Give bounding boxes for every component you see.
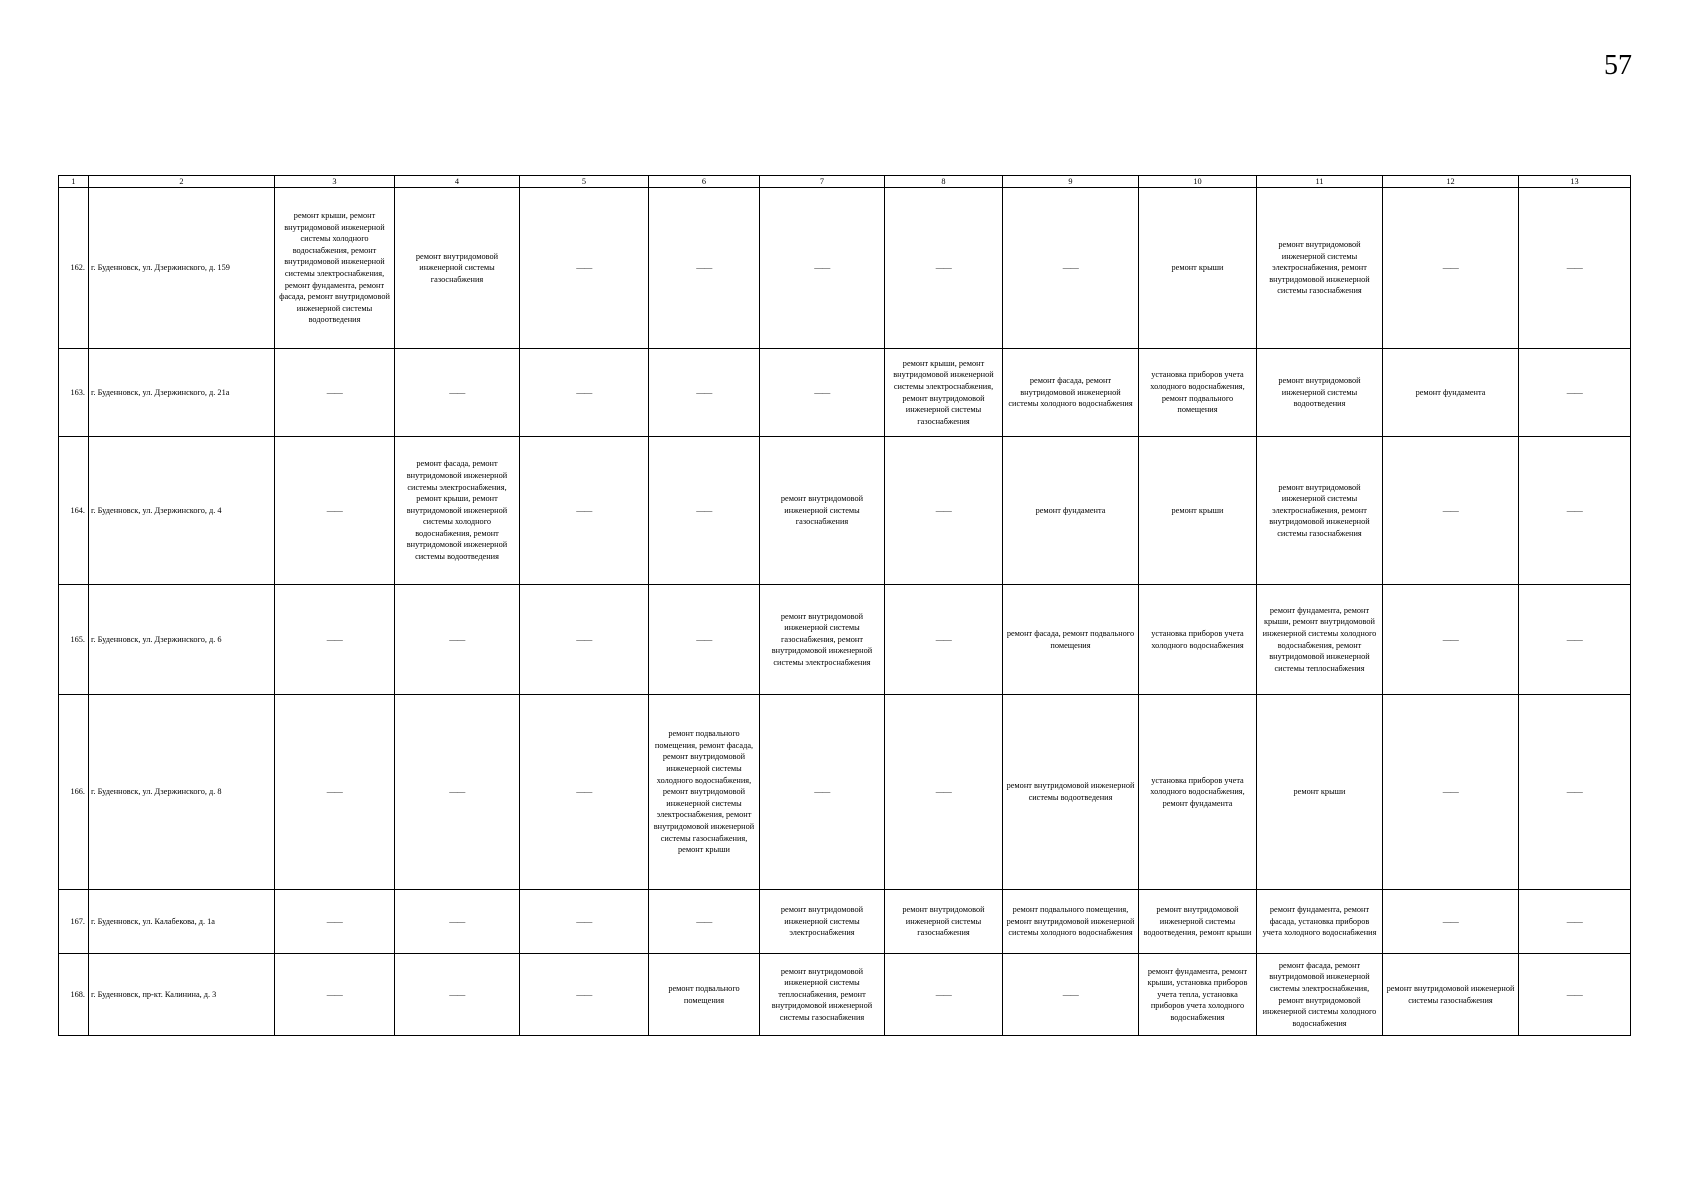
page-number: 57 — [1604, 50, 1632, 81]
table-cell: —— — [395, 585, 520, 695]
column-header: 8 — [885, 176, 1003, 188]
repair-schedule-table — [58, 175, 1631, 1036]
row-number: 162. — [59, 188, 89, 349]
table-cell: ремонт внутридомовой инженерной системы электроснабжения, ремонт внутридомовой инженерной системы газоснабжения — [1257, 188, 1383, 349]
table-cell: —— — [885, 695, 1003, 890]
table-cell: —— — [885, 188, 1003, 349]
table-row — [59, 890, 1631, 954]
table-cell: ремонт внутридомовой инженерной системы водоотведения — [1257, 349, 1383, 437]
table-cell: —— — [885, 954, 1003, 1036]
table-cell: ремонт фасада, ремонт внутридомовой инженерной системы электроснабжения, ремонт внутридомовой инженерной системы холодного водоснабжения — [1257, 954, 1383, 1036]
row-number: 164. — [59, 437, 89, 585]
table-cell: —— — [760, 188, 885, 349]
table-row — [59, 188, 1631, 349]
table-cell: ремонт фундамента — [1383, 349, 1519, 437]
table-cell: —— — [885, 437, 1003, 585]
table-cell: —— — [275, 890, 395, 954]
table-cell: ремонт внутридомовой инженерной системы газоснабжения — [395, 188, 520, 349]
table-cell: ремонт фасада, ремонт внутридомовой инженерной системы электроснабжения, ремонт крыши, ремонт внутридомовой инженерной системы холодного водоснабжения, ремонт внутридомовой инженерной системы водоотведения — [395, 437, 520, 585]
table-cell: —— — [395, 954, 520, 1036]
table-cell: ремонт внутридомовой инженерной системы газоснабжения — [1383, 954, 1519, 1036]
column-header: 7 — [760, 176, 885, 188]
column-header: 11 — [1257, 176, 1383, 188]
table-cell: ремонт внутридомовой инженерной системы газоснабжения — [885, 890, 1003, 954]
table-row — [59, 954, 1631, 1036]
table-cell: —— — [1383, 890, 1519, 954]
table-cell: ремонт крыши — [1139, 437, 1257, 585]
table-cell: —— — [520, 954, 649, 1036]
table-cell: —— — [1519, 890, 1631, 954]
row-number: 163. — [59, 349, 89, 437]
column-header: 6 — [649, 176, 760, 188]
row-address: г. Буденновск, ул. Дзержинского, д. 21а — [89, 349, 275, 437]
row-number: 168. — [59, 954, 89, 1036]
table-cell: —— — [275, 954, 395, 1036]
table-cell: —— — [520, 188, 649, 349]
table-cell: ремонт фасада, ремонт подвального помещения — [1003, 585, 1139, 695]
table-cell: ремонт фундамента, ремонт крыши, установка приборов учета тепла, установка приборов учета холодного водоснабжения — [1139, 954, 1257, 1036]
table-cell: —— — [649, 890, 760, 954]
table-cell: —— — [1383, 188, 1519, 349]
table-cell: —— — [1519, 585, 1631, 695]
table-cell: ремонт фундамента, ремонт крыши, ремонт внутридомовой инженерной системы холодного водоснабжения, ремонт внутридомовой инженерной системы теплоснабжения — [1257, 585, 1383, 695]
table-cell: —— — [1383, 585, 1519, 695]
table-cell: ремонт внутридомовой инженерной системы электроснабжения, ремонт внутридомовой инженерной системы газоснабжения — [1257, 437, 1383, 585]
table-cell: ремонт фундамента — [1003, 437, 1139, 585]
table-cell: ремонт внутридомовой инженерной системы электроснабжения — [760, 890, 885, 954]
table-cell: —— — [275, 437, 395, 585]
table-cell: —— — [649, 585, 760, 695]
table-cell: —— — [520, 695, 649, 890]
table-cell: установка приборов учета холодного водоснабжения, ремонт фундамента — [1139, 695, 1257, 890]
header-row — [59, 176, 1631, 188]
table-cell: —— — [1383, 695, 1519, 890]
table-cell: ремонт фундамента, ремонт фасада, установка приборов учета холодного водоснабжения — [1257, 890, 1383, 954]
column-header: 5 — [520, 176, 649, 188]
table-cell: —— — [1519, 954, 1631, 1036]
row-address: г. Буденновск, ул. Дзержинского, д. 8 — [89, 695, 275, 890]
table-cell: ремонт подвального помещения, ремонт внутридомовой инженерной системы холодного водоснабжения — [1003, 890, 1139, 954]
table-cell: —— — [395, 890, 520, 954]
table-cell: —— — [1519, 695, 1631, 890]
table-cell: —— — [760, 695, 885, 890]
table-cell: ремонт фасада, ремонт внутридомовой инженерной системы холодного водоснабжения — [1003, 349, 1139, 437]
row-address: г. Буденновск, ул. Дзержинского, д. 6 — [89, 585, 275, 695]
column-header: 9 — [1003, 176, 1139, 188]
row-address: г. Буденновск, ул. Калабекова, д. 1а — [89, 890, 275, 954]
table-cell: ремонт внутридомовой инженерной системы водоотведения, ремонт крыши — [1139, 890, 1257, 954]
table-cell: —— — [1003, 188, 1139, 349]
table-row — [59, 585, 1631, 695]
row-number: 167. — [59, 890, 89, 954]
table-cell: —— — [1519, 349, 1631, 437]
column-header: 12 — [1383, 176, 1519, 188]
table-cell: ремонт крыши — [1139, 188, 1257, 349]
table-cell: —— — [1003, 954, 1139, 1036]
table-row — [59, 695, 1631, 890]
table-cell: ремонт крыши, ремонт внутридомовой инженерной системы электроснабжения, ремонт внутридомовой инженерной системы газоснабжения — [885, 349, 1003, 437]
table-cell: установка приборов учета холодного водоснабжения, ремонт подвального помещения — [1139, 349, 1257, 437]
table-cell: —— — [760, 349, 885, 437]
table-cell: —— — [885, 585, 1003, 695]
table-cell: —— — [275, 695, 395, 890]
table-cell: —— — [395, 695, 520, 890]
table-cell: —— — [395, 349, 520, 437]
column-header: 4 — [395, 176, 520, 188]
table-cell: —— — [1383, 437, 1519, 585]
row-address: г. Буденновск, пр-кт. Калинина, д. 3 — [89, 954, 275, 1036]
column-header: 1 — [59, 176, 89, 188]
table-cell: ремонт подвального помещения — [649, 954, 760, 1036]
table-row — [59, 349, 1631, 437]
row-address: г. Буденновск, ул. Дзержинского, д. 159 — [89, 188, 275, 349]
table-cell: —— — [1519, 188, 1631, 349]
table-cell: ремонт подвального помещения, ремонт фасада, ремонт внутридомовой инженерной системы холодного водоснабжения, ремонт внутридомовой инженерной системы электроснабжения, ремонт внутридомовой инженерной системы газоснабжения, ремонт крыши — [649, 695, 760, 890]
row-number: 166. — [59, 695, 89, 890]
table-cell: —— — [520, 585, 649, 695]
column-header: 10 — [1139, 176, 1257, 188]
column-header: 3 — [275, 176, 395, 188]
table-cell: ремонт крыши, ремонт внутридомовой инженерной системы холодного водоснабжения, ремонт внутридомовой инженерной системы электроснабжения, ремонт фундамента, ремонт фасада, ремонт внутридомовой инженерной системы водоотведения — [275, 188, 395, 349]
table-cell: —— — [520, 437, 649, 585]
table-cell: —— — [275, 349, 395, 437]
table-cell: —— — [649, 188, 760, 349]
row-address: г. Буденновск, ул. Дзержинского, д. 4 — [89, 437, 275, 585]
table-cell: —— — [275, 585, 395, 695]
table-cell: ремонт внутридомовой инженерной системы газоснабжения, ремонт внутридомовой инженерной системы электроснабжения — [760, 585, 885, 695]
table-cell: —— — [520, 890, 649, 954]
table-cell: —— — [649, 349, 760, 437]
table-cell: —— — [1519, 437, 1631, 585]
row-number: 165. — [59, 585, 89, 695]
table-cell: ремонт внутридомовой инженерной системы теплоснабжения, ремонт внутридомовой инженерной системы газоснабжения — [760, 954, 885, 1036]
table-cell: ремонт внутридомовой инженерной системы газоснабжения — [760, 437, 885, 585]
column-header: 2 — [89, 176, 275, 188]
table-row — [59, 437, 1631, 585]
table-cell: ремонт внутридомовой инженерной системы водоотведения — [1003, 695, 1139, 890]
table-cell: ремонт крыши — [1257, 695, 1383, 890]
table-cell: —— — [520, 349, 649, 437]
table-cell: установка приборов учета холодного водоснабжения — [1139, 585, 1257, 695]
column-header: 13 — [1519, 176, 1631, 188]
table-cell: —— — [649, 437, 760, 585]
